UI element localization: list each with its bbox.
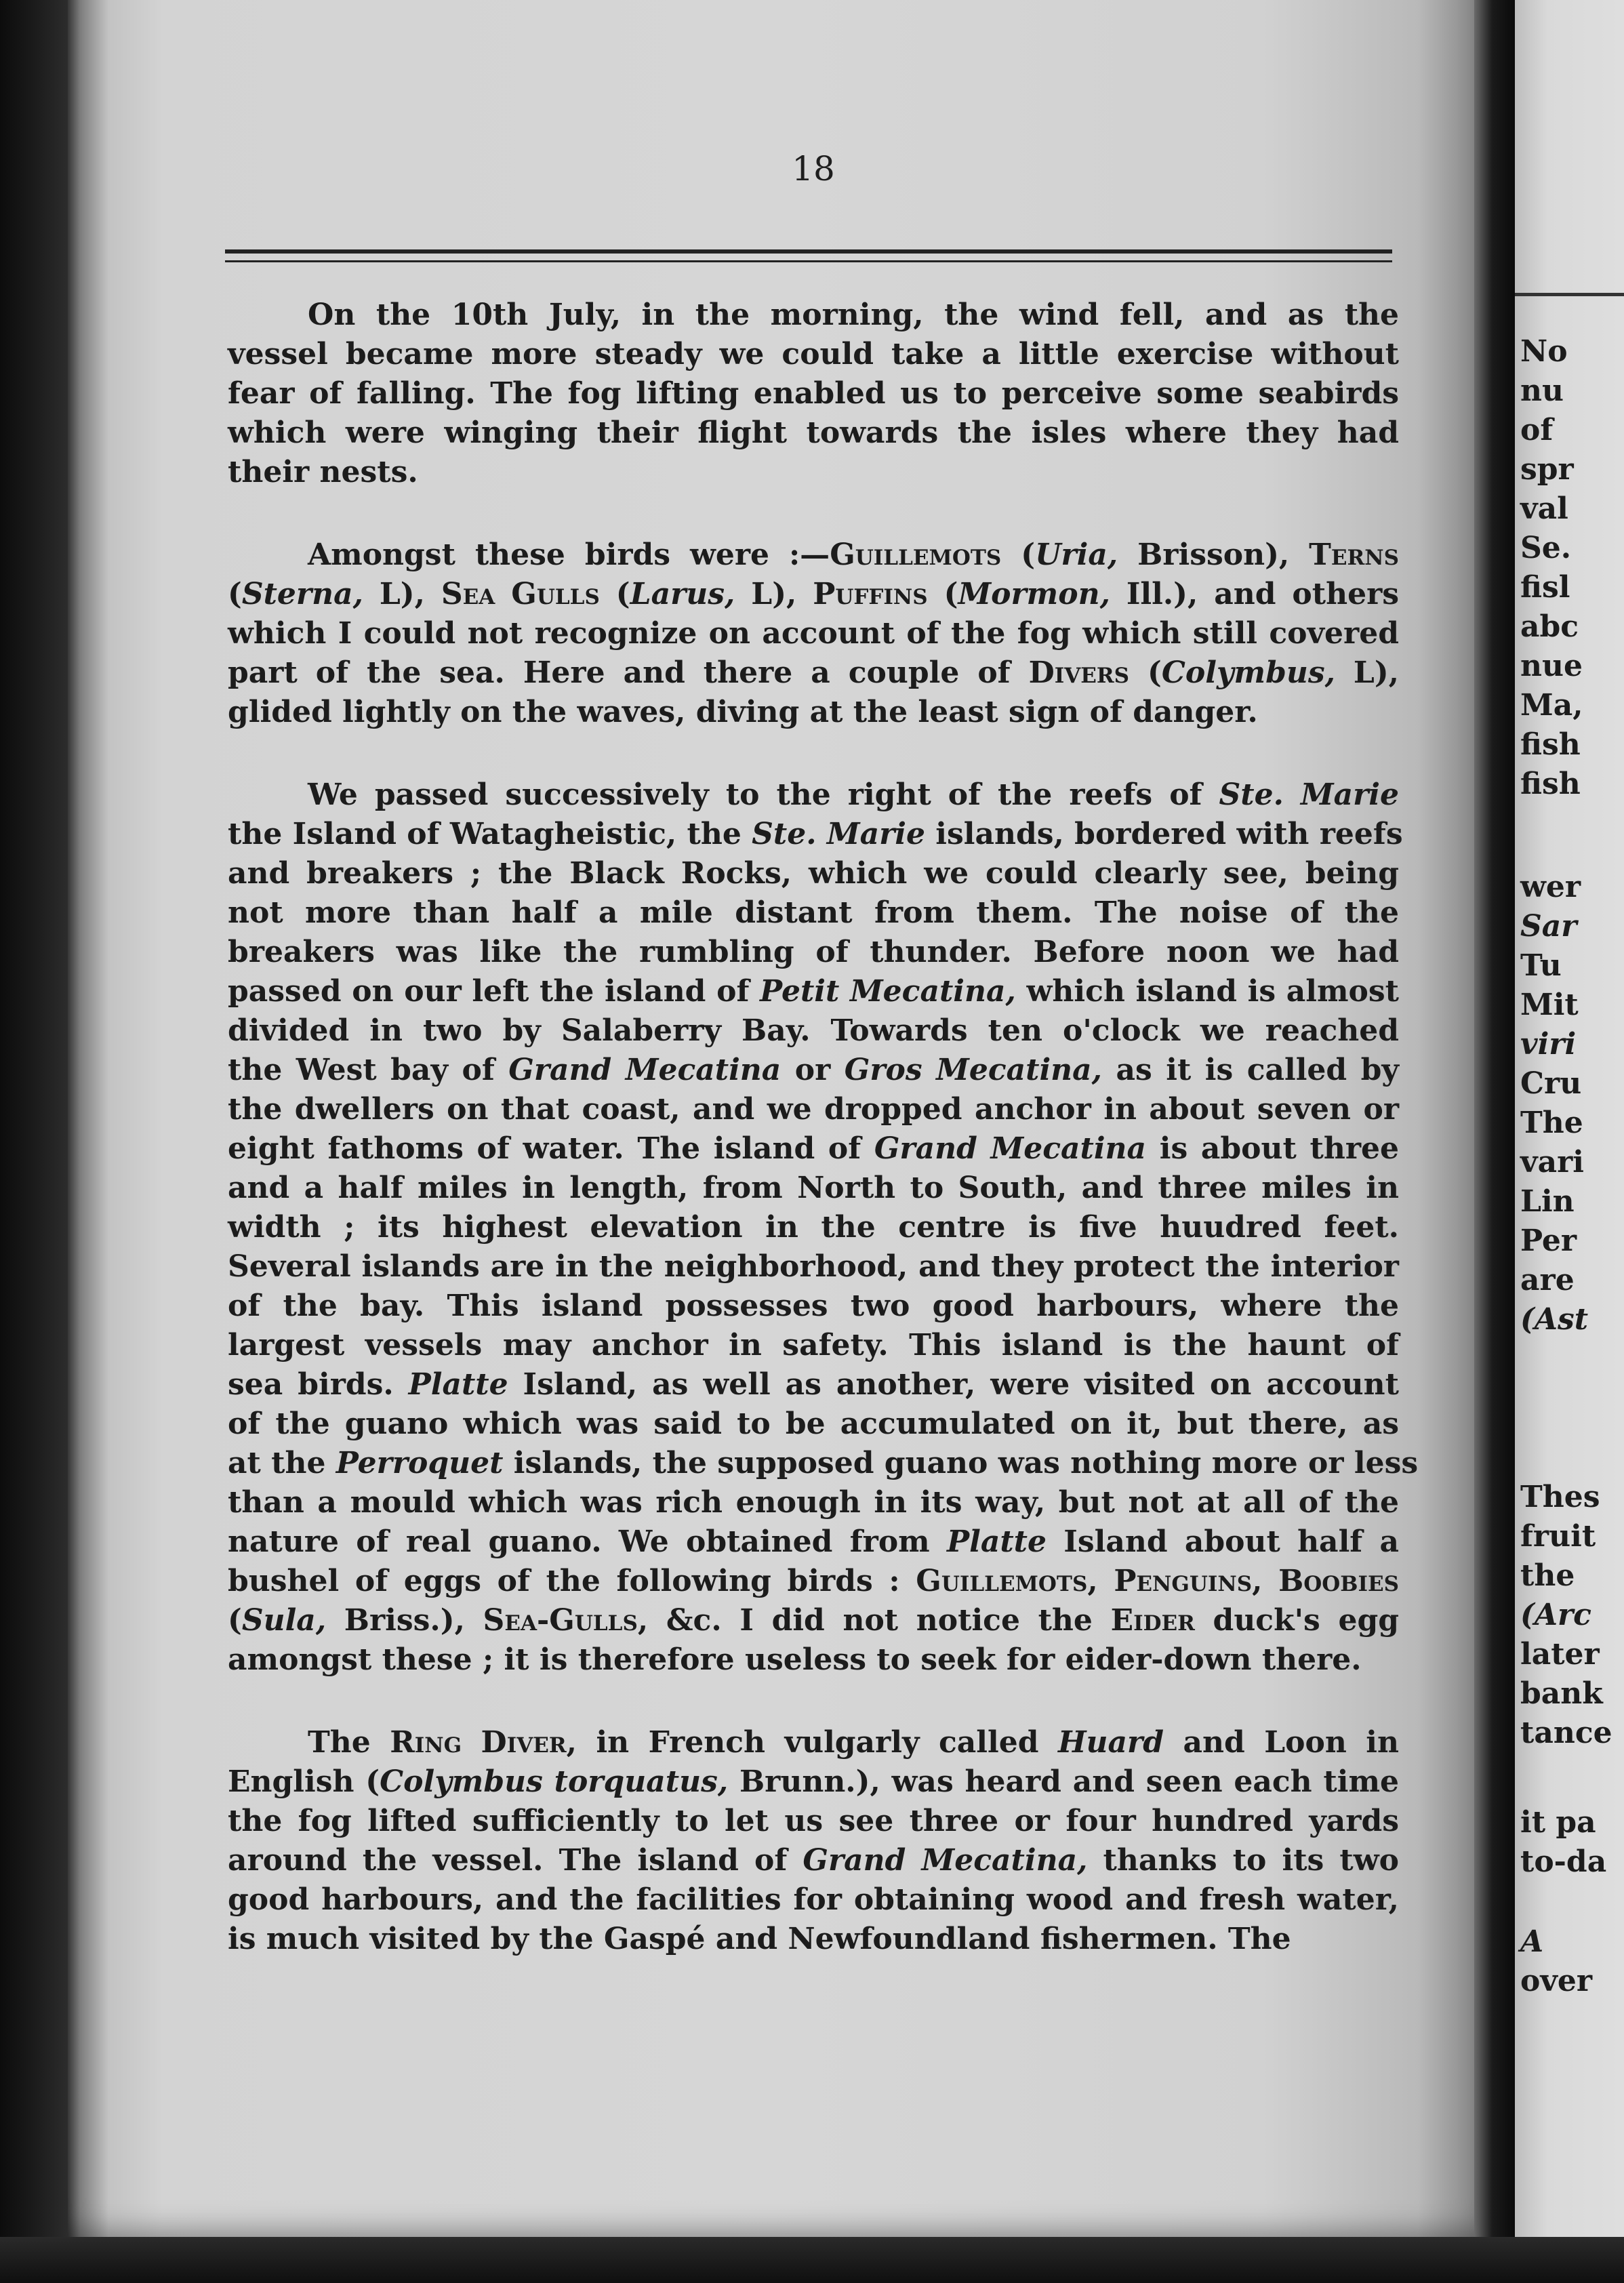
right-page-fragment: spr	[1520, 452, 1574, 487]
right-page-fragment: later	[1520, 1637, 1600, 1672]
text-line: Amongst these birds were :—Guillemots (Uria, Brisson), Terns	[308, 538, 1399, 572]
bottom-scan-edge	[0, 2237, 1624, 2283]
text-line: the Island of Watagheistic, the Ste. Marie islands, bordered with reefs	[228, 817, 1403, 851]
text-line: glided lightly on the waves, diving at the least sign of danger.	[228, 695, 1258, 729]
text-line: is much visited by the Gaspé and Newfoundland fishermen. The	[228, 1922, 1291, 1956]
text-line: of the guano which was said to be accumulated on it, but there, as	[228, 1407, 1399, 1441]
text-line: at the Perroquet islands, the supposed guano was nothing more or less	[228, 1446, 1419, 1480]
right-page-fragment: No	[1520, 334, 1568, 369]
right-page-fragment: Mit	[1520, 988, 1579, 1022]
text-line: and a half miles in length, from North to South, and three miles in	[228, 1171, 1399, 1205]
right-page-fragment: of	[1520, 413, 1554, 447]
text-line: which I could not recognize on account of the fog which still covered	[228, 616, 1399, 651]
text-line: fear of falling. The fog lifting enabled us to perceive some seabirds	[228, 376, 1399, 411]
text-line: Several islands are in the neighborhood, and they protect the interior	[228, 1249, 1399, 1284]
text-line: around the vessel. The island of Grand Mecatina, thanks to its two	[228, 1843, 1399, 1878]
text-line: amongst these ; it is therefore useless to seek for eider-down there.	[228, 1642, 1362, 1677]
text-line: largest vessels may anchor in safety. This island is the haunt of	[228, 1328, 1399, 1362]
right-page-header-rule	[1515, 293, 1624, 296]
right-page-fragment: fisl	[1520, 570, 1570, 605]
body-text	[228, 296, 1419, 2002]
right-page-fragment: The	[1520, 1106, 1583, 1140]
text-line: bushel of eggs of the following birds : Guillemots, Penguins, Boobies	[228, 1564, 1399, 1598]
header-rule-thin	[225, 260, 1392, 262]
text-line: nature of real guano. We obtained from Platte Island about half a	[228, 1524, 1400, 1559]
header-rule-thick	[225, 249, 1392, 254]
right-page-fragment: (Arc	[1520, 1598, 1591, 1632]
text-line: breakers was like the rumbling of thunder. Before noon we had	[228, 935, 1399, 969]
right-page-fragment: fish	[1520, 767, 1581, 801]
paragraph	[228, 775, 1419, 1680]
text-line: divided in two by Salaberry Bay. Towards ten o'clock we reached	[228, 1013, 1399, 1048]
page-number: 18	[792, 149, 835, 188]
right-page-fragment: vari	[1520, 1145, 1584, 1179]
text-line: of the bay. This island possesses two good harbours, where the	[228, 1289, 1399, 1323]
right-page-fragment: Thes	[1520, 1480, 1600, 1514]
right-page-fragment: Tu	[1520, 948, 1562, 983]
right-page-fragment: viri	[1520, 1027, 1577, 1062]
right-page-fragment: (Ast	[1520, 1302, 1589, 1337]
text-line: On the 10th July, in the morning, the wind fell, and as the	[308, 298, 1399, 332]
right-page-fragment: Per	[1520, 1224, 1577, 1258]
right-page-fragment: val	[1520, 491, 1568, 526]
paragraph	[228, 1723, 1399, 1959]
text-line: which were winging their flight towards the isles where they had	[228, 416, 1399, 450]
right-page-fragment: wer	[1520, 870, 1581, 904]
text-line: and breakers ; the Black Rocks, which we could clearly see, being	[228, 856, 1399, 891]
right-page-fragment: Se.	[1520, 531, 1572, 565]
right-page-fragment: to-da	[1520, 1844, 1607, 1879]
right-page-fragment: over	[1520, 1964, 1593, 1998]
text-line: the West bay of Grand Mecatina or Gros Mecatina, as it is called by	[228, 1053, 1399, 1087]
right-page-fragment: nue	[1520, 649, 1583, 683]
right-page-edge	[1515, 0, 1624, 2283]
right-page-fragment: fish	[1520, 727, 1581, 762]
text-line: good harbours, and the facilities for obtaining wood and fresh water,	[228, 1882, 1399, 1917]
paragraph	[228, 536, 1399, 732]
right-page-fragment: abc	[1520, 609, 1579, 644]
left-binding-margin	[0, 0, 68, 2283]
text-line: vessel became more steady we could take a little exercise without	[228, 337, 1399, 371]
text-line: than a mould which was rich enough in its way, but not at all of the	[228, 1485, 1399, 1520]
text-line: the fog lifted sufficiently to let us see three or four hundred yards	[228, 1804, 1399, 1838]
text-line: sea birds. Platte Island, as well as another, were visited on account	[228, 1367, 1399, 1402]
right-page-fragment: nu	[1520, 373, 1564, 408]
text-line: The Ring Diver, in French vulgarly called Huard and Loon in	[308, 1725, 1399, 1760]
right-page-fragment: fruit	[1520, 1519, 1596, 1554]
paragraph	[228, 296, 1399, 492]
text-line: (Sula, Briss.), Sea-Gulls, &c. I did not notice the Eider duck's egg	[228, 1603, 1400, 1638]
right-page-fragment: Sar	[1520, 909, 1577, 944]
text-line: the dwellers on that coast, and we dropped anchor in about seven or	[228, 1092, 1399, 1127]
text-line: eight fathoms of water. The island of Grand Mecatina is about three	[228, 1131, 1399, 1166]
book-gutter	[1474, 0, 1515, 2283]
right-page-fragment: bank	[1520, 1676, 1603, 1711]
text-line: their nests.	[228, 455, 418, 489]
right-page-fragment: Lin	[1520, 1184, 1575, 1219]
text-line: not more than half a mile distant from them. The noise of the	[228, 895, 1399, 930]
text-line: We passed successively to the right of the reefs of Ste. Marie	[308, 777, 1399, 812]
right-page-fragment: it pa	[1520, 1805, 1596, 1840]
right-page-fragment: are	[1520, 1263, 1575, 1297]
right-page-fragment: tance	[1520, 1716, 1612, 1750]
right-page-fragment: Cru	[1520, 1066, 1582, 1101]
text-line: passed on our left the island of Petit Mecatina, which island is almost	[228, 974, 1399, 1009]
text-line: width ; its highest elevation in the centre is five huudred feet.	[228, 1210, 1399, 1245]
text-line: part of the sea. Here and there a couple of Divers (Colymbus, L),	[228, 655, 1399, 690]
text-line: English (Colymbus torquatus, Brunn.), was heard and seen each time	[228, 1764, 1400, 1799]
right-page-fragment: A	[1520, 1924, 1544, 1959]
text-line: (Sterna, L), Sea Gulls (Larus, L), Puffins (Mormon, Ill.), and others	[228, 577, 1400, 611]
right-page-fragment: Ma,	[1520, 688, 1583, 723]
right-page-fragment: the	[1520, 1558, 1575, 1593]
